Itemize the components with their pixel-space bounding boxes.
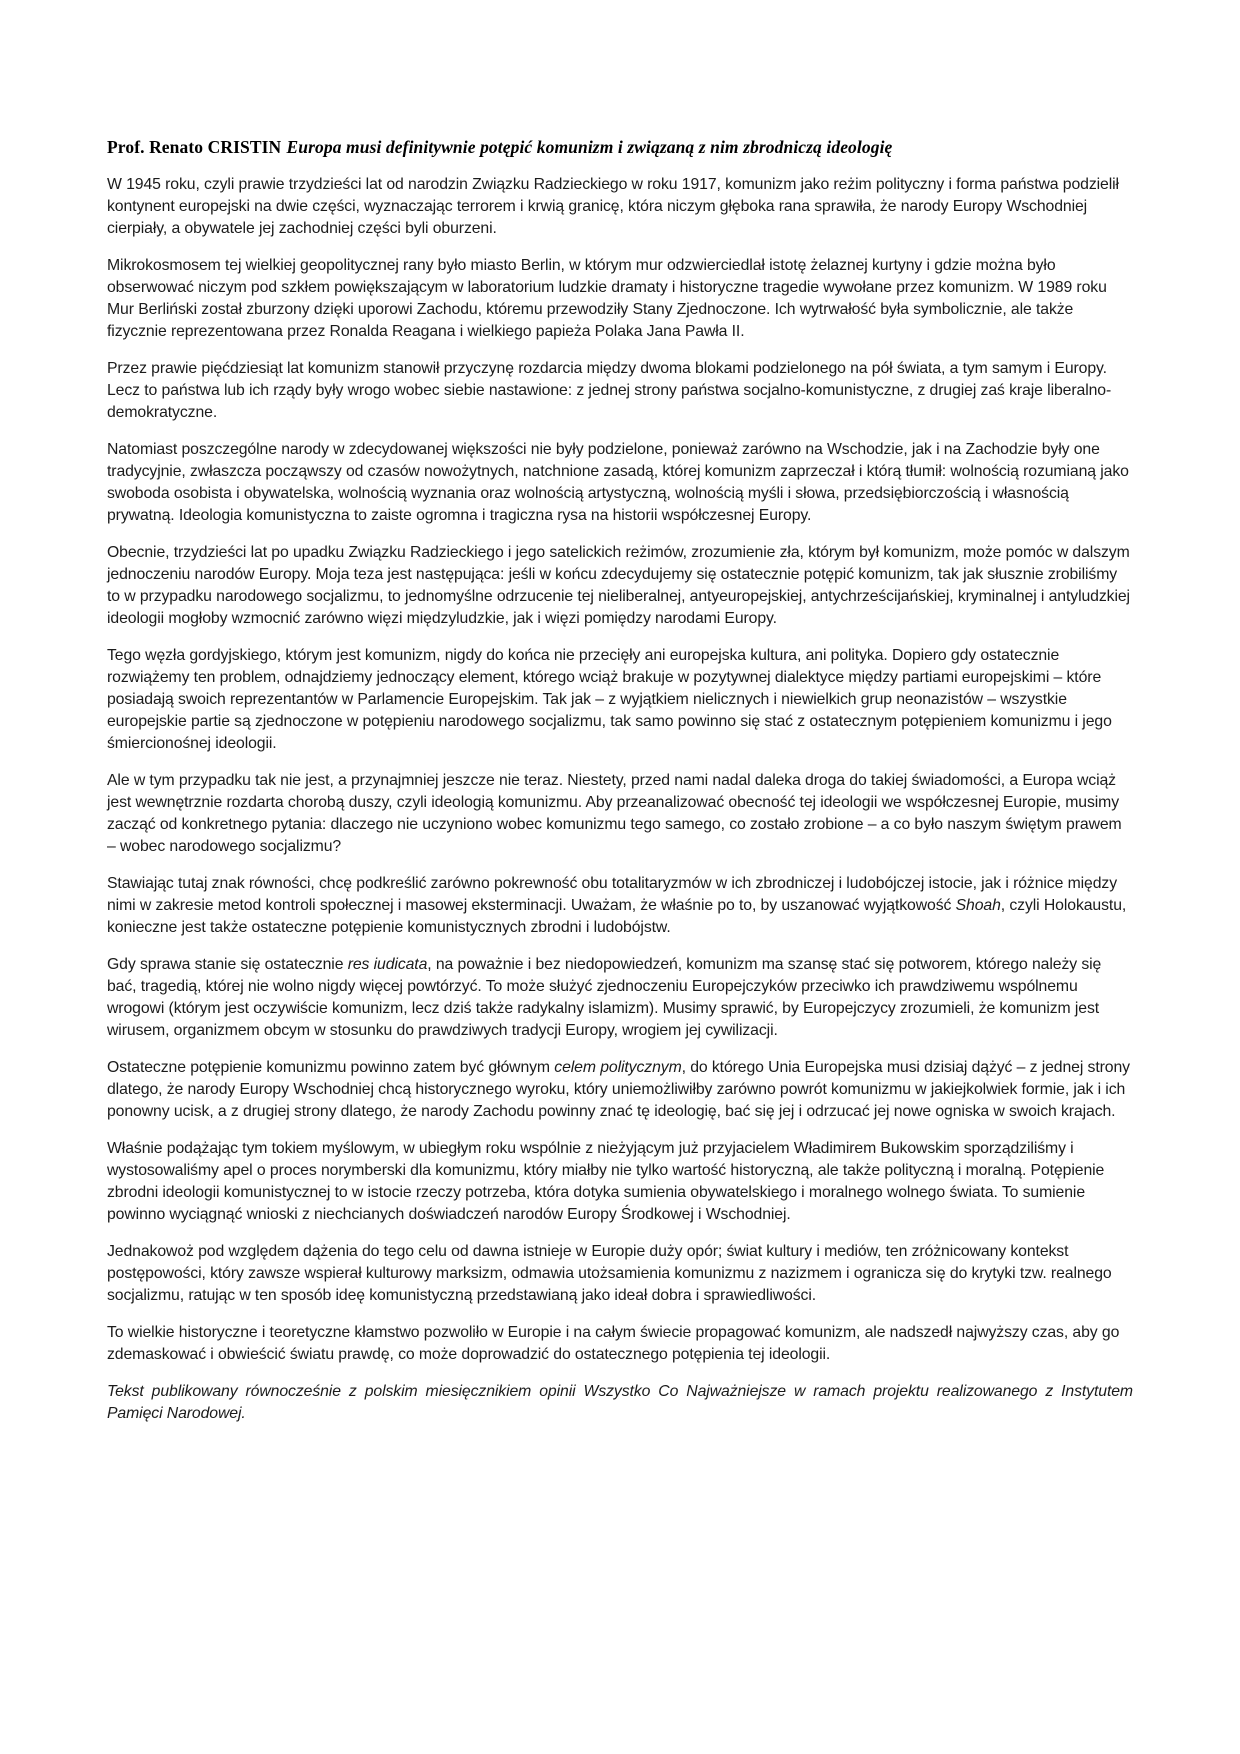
- paragraph-text: To wielkie historyczne i teoretyczne kłamstwo pozwoliło w Europie i na całym świecie propagować komunizm, ale nadszedł najwyższy czas, aby go zdemaskować i obwieścić światu prawdę, co może doprowadzić do ostatecznego potępienia tej ideologii.: [107, 1324, 1120, 1363]
- article-author: Prof. Renato CRISTIN: [107, 137, 282, 157]
- paragraph-4: [107, 439, 1133, 527]
- paragraph-3: [107, 358, 1133, 424]
- paragraph-text: Mikrokosmosem tej wielkiej geopolitycznej rany było miasto Berlin, w którym mur odzwierciedlał istotę żelaznej kurtyny i gdzie można było obserwować niczym pod szkłem powiększającym w laboratorium ludzkie dramaty i historyczne tragedie wywołane przez komunizm. W 1989 roku Mur Berliński został zburzony dzięki uporowi Zachodu, któremu przewodziły Stany Zjednoczone. Ich wytrwałość była symbolicznie, ale także fizycznie reprezentowana przez Ronalda Reagana i wielkiego papieża Polaka Jana Pawła II.: [107, 257, 1107, 340]
- emphasized-text: res iudicata: [347, 956, 428, 973]
- paragraph-text: Właśnie podążając tym tokiem myślowym, w ubiegłym roku wspólnie z nieżyjącym już przyjacielem Władimirem Bukowskim sporządziliśmy i wystosowaliśmy apel o proces norymberski dla komunizmu, który miałby nie tylko wartość historyczną, ale także polityczną i moralną. Potępienie zbrodni ideologii komunistycznej to w istocie rzeczy potrzeba, która dotyka sumienia obywatelskiego i moralnego wolnego świata. To sumienie powinno wyciągnąć wnioski z niechcianych doświadczeń narodów Europy Środkowej i Wschodniej.: [107, 1140, 1105, 1223]
- article-body: [107, 174, 1133, 1425]
- paragraph-12: [107, 1241, 1133, 1307]
- emphasized-text: celem politycznym: [554, 1059, 682, 1076]
- paragraph-text: , czyli Holokaustu, konieczne jest także ostateczne potępienie komunistycznych zbrodni i ludobójstw.: [107, 897, 1127, 936]
- emphasized-text: Shoah: [955, 897, 1001, 914]
- paragraph-2: [107, 255, 1133, 343]
- paragraph-text: Obecnie, trzydzieści lat po upadku Związku Radzieckiego i jego satelickich reżimów, zrozumienie zła, którym był komunizm, może pomóc w dalszym jednoczeniu narodów Europy. Moja teza jest następująca: jeśli w końcu zdecydujemy się ostatecznie potępić komunizm, tak jak słusznie zrobiliśmy to w przypadku narodowego socjalizmu, to jednomyślne odrzucenie tej nieliberalnej, antyeuropejskiej, antychrześcijańskiej, kryminalnej i antyludzkiej ideologii mogłoby wzmocnić zarówno więzi międzyludzkie, jak i więzi pomiędzy narodami Europy.: [107, 544, 1130, 627]
- article-headline: Europa musi definitywnie potępić komunizm i związaną z nim zbrodniczą ideologię: [286, 137, 893, 157]
- paragraph-text: Ale w tym przypadku tak nie jest, a przynajmniej jeszcze nie teraz. Niestety, przed nami nadal daleka droga do takiej świadomości, a Europa wciąż jest wewnętrznie rozdarta chorobą duszy, czyli ideologią komunizmu. Aby przeanalizować obecność tej ideologii we współczesnej Europie, musimy zacząć od konkretnego pytania: dlaczego nie uczyniono wobec komunizmu tego samego, co zostało zrobione – a co było naszym świętym prawem – wobec narodowego socjalizmu?: [107, 772, 1122, 855]
- paragraph-13: [107, 1322, 1133, 1366]
- paragraph-text: Stawiając tutaj znak równości, chcę podkreślić zarówno pokrewność obu totalitaryzmów w ich zbrodniczej i ludobójczej istocie, jak i różnice między nimi w zakresie metod kontroli społecznej i masowej eksterminacji. Uważam, że właśnie po to, by uszanować wyjątkowość: [107, 875, 1118, 914]
- paragraph-text: Przez prawie pięćdziesiąt lat komunizm stanowił przyczynę rozdarcia między dwoma blokami podzielonego na pół świata, a tym samym i Europy. Lecz to państwa lub ich rządy były wrogo wobec siebie nastawione: z jednej strony państwa socjalno-komunistyczne, z drugiej zaś kraje liberalno-demokratyczne.: [107, 360, 1112, 421]
- paragraph-11: [107, 1138, 1133, 1226]
- paragraph-text: W 1945 roku, czyli prawie trzydzieści lat od narodzin Związku Radzieckiego w roku 1917, komunizm jako reżim polityczny i forma państwa podzielił kontynent europejski na dwie części, wyznaczając terrorem i krwią granicę, która niczym głęboka rana sprawiła, że narody Europy Wschodniej cierpiały, a obywatele jej zachodniej części byli oburzeni.: [107, 176, 1119, 237]
- paragraph-text: Gdy sprawa stanie się ostatecznie: [107, 956, 348, 973]
- article-title: [107, 136, 1133, 158]
- paragraph-text: Ostateczne potępienie komunizmu powinno zatem być głównym: [107, 1059, 555, 1076]
- paragraph-text: Tego węzła gordyjskiego, którym jest komunizm, nigdy do końca nie przecięły ani europejska kultura, ani polityka. Dopiero gdy ostatecznie rozwiążemy ten problem, odnajdziemy jednoczący element, którego wciąż brakuje w pozytywnej dialektyce między partiami europejskimi – które posiadają swoich reprezentantów w Parlamencie Europejskim. Tak jak – z wyjątkiem nielicznych i niewielkich grup neonazistów – wszystkie europejskie partie są zjednoczone w potępieniu narodowego socjalizmu, tak samo powinno się stać z ostatecznym potępieniem komunizmu i jego śmiercionośnej ideologii.: [107, 647, 1112, 752]
- paragraph-9: [107, 954, 1133, 1042]
- paragraph-1: [107, 174, 1133, 240]
- paragraph-10: [107, 1057, 1133, 1123]
- paragraph-text: , na poważnie i bez niedopowiedzeń, komunizm ma szansę stać się potworem, którego należy się bać, tragedią, której nie wolno nigdy więcej powtórzyć. To może służyć zjednoczeniu Europejczyków przeciwko ich prawdziwemu wspólnemu wrogowi (którym jest oczywiście komunizm, lecz dziś także radykalny islamizm). Musimy sprawić, by Europejczycy zrozumieli, że komunizm jest wirusem, organizmem obcym w stosunku do prawdziwych tradycji Europy, wrogiem jej cywilizacji.: [107, 956, 1102, 1039]
- paragraph-text: Tekst publikowany równocześnie z polskim miesięcznikiem opinii Wszystko Co Najważniejsze w ramach projektu realizowanego z Instytutem Pamięci Narodowej.: [107, 1383, 1133, 1422]
- paragraph-text: Natomiast poszczególne narody w zdecydowanej większości nie były podzielone, ponieważ zarówno na Wschodzie, jak i na Zachodzie były one tradycyjnie, zwłaszcza począwszy od czasów nowożytnych, natchnione zasadą, której komunizm zaprzeczał i którą tłumił: wolnością rozumianą jako swoboda osobista i obywatelska, wolnością wyznania oraz wolnością artystyczną, wolnością myśli i słowa, przedsiębiorczością i własnością prywatną. Ideologia komunistyczna to zaiste ogromna i tragiczna rysa na historii współczesnej Europy.: [107, 441, 1129, 524]
- paragraph-7: [107, 770, 1133, 858]
- paragraph-text: , do którego Unia Europejska musi dzisiaj dążyć – z jednej strony dlatego, że narody Europy Wschodniej chcą historycznego wyroku, który uniemożliwiłby zarówno powrót komunizmu w jakiejkolwiek formie, jak i ich ponowny ucisk, a z drugiej strony dlatego, że narody Zachodu powinny znać tę ideologię, bać się jej i odrzucać jej nowe ogniska w swoich krajach.: [107, 1059, 1130, 1120]
- article: [107, 136, 1133, 1440]
- paragraph-text: Jednakowoż pod względem dążenia do tego celu od dawna istnieje w Europie duży opór; świat kultury i mediów, ten zróżnicowany kontekst postępowości, który zawsze wspierał kulturowy marksizm, odmawia utożsamienia komunizmu z nazizmem i ogranicza się do krytyki tzw. realnego socjalizmu, ratując w ten sposób ideę komunistyczną przedstawianą jako ideał dobra i sprawiedliwości.: [107, 1243, 1112, 1304]
- paragraph-5: [107, 542, 1133, 630]
- paragraph-8: [107, 873, 1133, 939]
- paragraph-14: [107, 1381, 1133, 1425]
- paragraph-6: [107, 645, 1133, 755]
